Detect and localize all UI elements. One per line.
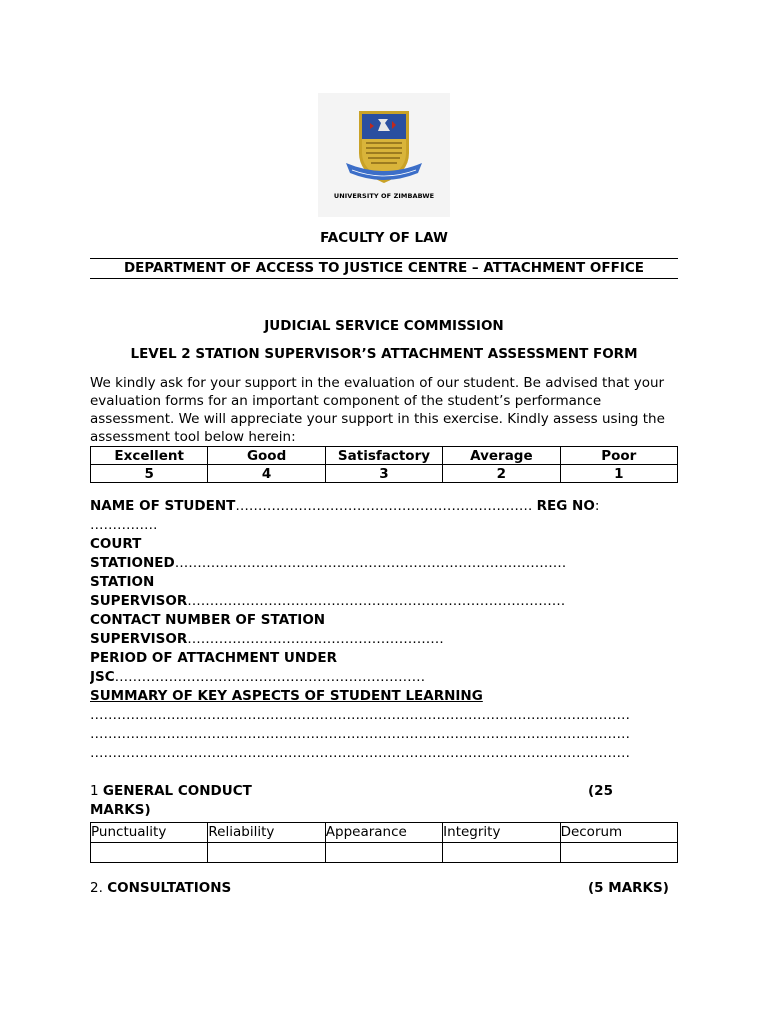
section-2-title: CONSULTATIONS bbox=[107, 880, 232, 896]
rating-score: 5 bbox=[91, 465, 208, 483]
conduct-score-cell[interactable] bbox=[325, 843, 442, 863]
rating-labels-row bbox=[91, 447, 678, 465]
reg-no-dots: …………… bbox=[90, 517, 158, 533]
period-label: JSC bbox=[90, 669, 115, 685]
university-crest-icon bbox=[318, 93, 450, 193]
reg-no-field[interactable] bbox=[90, 516, 690, 535]
contact-number-label: SUPERVISOR bbox=[90, 631, 188, 647]
section-2-heading bbox=[90, 879, 570, 898]
form-title: LEVEL 2 STATION SUPERVISOR’S ATTACHMENT ASSESSMENT FORM bbox=[130, 346, 638, 362]
court-stationed-label: STATIONED bbox=[90, 555, 175, 571]
logo-caption: UNIVERSITY OF ZIMBABWE bbox=[333, 192, 435, 200]
court-label-line-1: COURT bbox=[90, 536, 142, 552]
section-2-marks: (5 MARKS) bbox=[588, 880, 669, 896]
contact-number-dots: ………………………………………………… bbox=[187, 631, 444, 647]
reg-no-colon: : bbox=[594, 498, 600, 514]
section-1-marks-open: (25 bbox=[588, 783, 613, 799]
rating-score: 3 bbox=[325, 465, 442, 483]
department-heading: DEPARTMENT OF ACCESS TO JUSTICE CENTRE – ATTACHMENT OFFICE bbox=[123, 260, 645, 276]
conduct-column-header: Reliability bbox=[208, 823, 325, 843]
rating-scores-row bbox=[91, 465, 678, 483]
rating-label: Poor bbox=[560, 447, 677, 465]
section-1-number: 1 bbox=[90, 783, 99, 799]
rating-score: 1 bbox=[560, 465, 677, 483]
conduct-column-header: Appearance bbox=[325, 823, 442, 843]
rating-label: Good bbox=[208, 447, 325, 465]
section-1-title: GENERAL CONDUCT bbox=[102, 783, 252, 799]
summary-line[interactable]: ………………………………………………………………………………………………………… bbox=[90, 707, 630, 723]
conduct-score-cell[interactable] bbox=[560, 843, 677, 863]
conduct-score-row bbox=[91, 843, 678, 863]
student-name-dots: ………………………………………………………… bbox=[235, 498, 533, 514]
top-divider bbox=[90, 258, 678, 259]
conduct-score-cell[interactable] bbox=[443, 843, 560, 863]
student-name-label: NAME OF STUDENT bbox=[90, 498, 236, 514]
period-dots: …………………………………………………………… bbox=[114, 669, 426, 685]
period-of-attachment-field[interactable] bbox=[90, 668, 690, 687]
section-2-number: 2. bbox=[90, 880, 103, 896]
student-name-field[interactable] bbox=[90, 497, 690, 516]
contact-number-field[interactable] bbox=[90, 630, 690, 649]
conduct-score-cell[interactable] bbox=[91, 843, 208, 863]
conduct-column-header: Decorum bbox=[560, 823, 677, 843]
rating-score: 2 bbox=[443, 465, 560, 483]
summary-heading: SUMMARY OF KEY ASPECTS OF STUDENT LEARNING bbox=[90, 688, 483, 704]
station-supervisor-label: SUPERVISOR bbox=[90, 593, 188, 609]
station-supervisor-dots: ………………………………………………………………………… bbox=[187, 593, 566, 609]
summary-line[interactable]: ………………………………………………………………………………………………………… bbox=[90, 726, 630, 742]
intro-paragraph: We kindly ask for your support in the evaluation of our student. Be advised that your evaluation forms for an important component of the student’s performance assessment. We will appreciate your support in this exercise. Kindly assess using the assessment tool below herein: bbox=[90, 375, 665, 445]
section-1-heading bbox=[90, 782, 630, 801]
court-stationed-dots: …………………………………………………………………………… bbox=[174, 555, 567, 571]
summary-line[interactable]: ………………………………………………………………………………………………………… bbox=[90, 745, 630, 761]
conduct-header-row bbox=[91, 823, 678, 843]
university-logo bbox=[318, 93, 450, 217]
bottom-divider bbox=[90, 278, 678, 279]
rating-label: Satisfactory bbox=[325, 447, 442, 465]
station-label-line-1: STATION bbox=[90, 574, 155, 590]
conduct-column-header: Punctuality bbox=[91, 823, 208, 843]
commission-heading: JUDICIAL SERVICE COMMISSION bbox=[264, 318, 504, 334]
section-1-marks-close: MARKS) bbox=[90, 802, 151, 818]
rating-label: Average bbox=[443, 447, 560, 465]
conduct-column-header: Integrity bbox=[443, 823, 560, 843]
conduct-score-cell[interactable] bbox=[208, 843, 325, 863]
rating-label: Excellent bbox=[91, 447, 208, 465]
contact-label-line-1: CONTACT NUMBER OF STATION bbox=[90, 612, 326, 628]
rating-scale-table bbox=[90, 446, 678, 483]
reg-no-label: REG NO bbox=[536, 498, 595, 514]
station-supervisor-field[interactable] bbox=[90, 592, 690, 611]
faculty-heading: FACULTY OF LAW bbox=[320, 230, 448, 246]
general-conduct-table bbox=[90, 822, 678, 863]
period-label-line-1: PERIOD OF ATTACHMENT UNDER bbox=[90, 650, 337, 666]
rating-score: 4 bbox=[208, 465, 325, 483]
court-stationed-field[interactable] bbox=[90, 554, 690, 573]
